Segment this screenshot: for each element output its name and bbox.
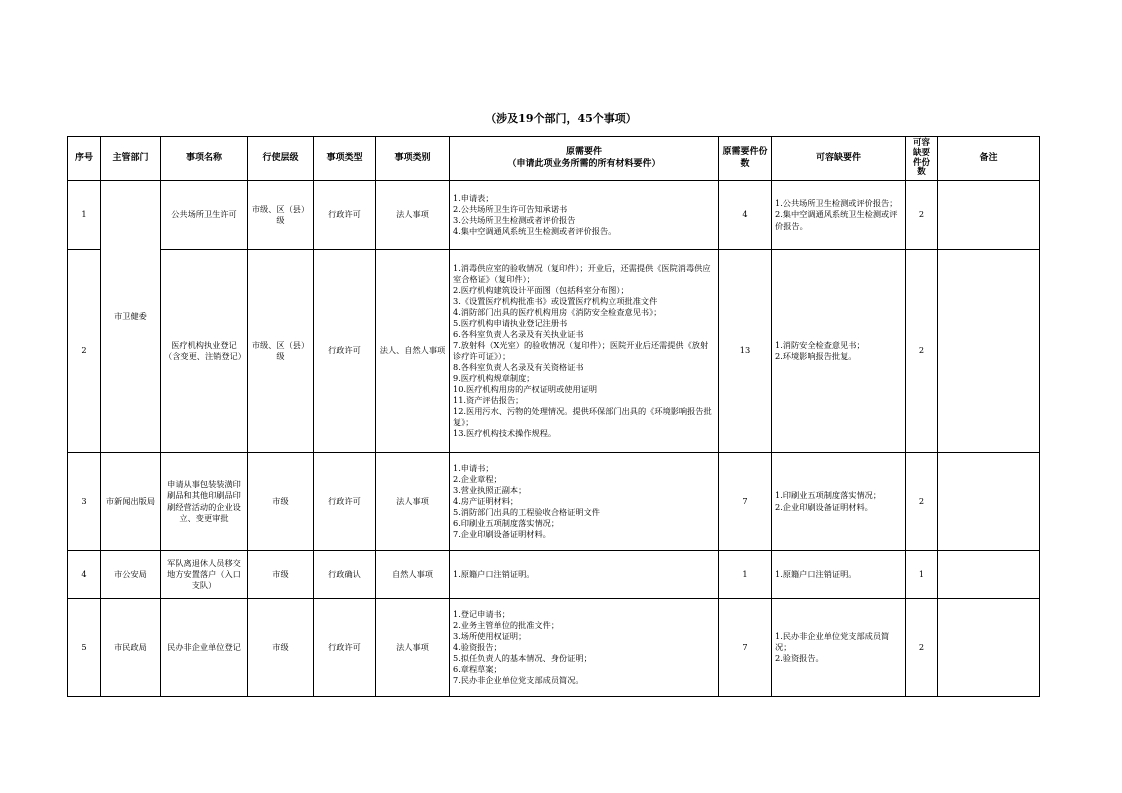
cell-category: 自然人事项: [376, 551, 450, 599]
cell-level: 市级: [248, 599, 314, 697]
list-item: 1.登记申请书；: [453, 608, 510, 619]
list-item: 2.环境影响报告批复。: [775, 351, 857, 361]
cell-missing-list: [775, 631, 902, 664]
header-req-line2: （申请此项业务所需的所有材料要件）: [507, 158, 661, 169]
cell-dept: 市民政局: [101, 599, 161, 697]
table-row: [68, 453, 1040, 551]
header-note: 备注: [938, 137, 1040, 181]
list-item: 1.消防安全检查意见书；: [775, 339, 865, 350]
cell-category: 法人事项: [376, 453, 450, 551]
list-item: 6.各科室负责人名录及有关执业证书: [453, 328, 584, 339]
list-item: 2.集中空调通风系统卫生检测或评价报告。: [775, 209, 898, 231]
cell-type: 行政许可: [314, 181, 376, 250]
header-requirements: [450, 137, 719, 181]
cell-missing-count: 2: [906, 250, 938, 453]
header-dept: 主管部门: [101, 137, 161, 181]
header-name: 事项名称: [161, 137, 248, 181]
list-item: 1.消毒供应室的验收情况（复印件）；开业后，还需提供《医院消毒供应室合格证》（复印件）；: [453, 262, 711, 284]
cell-name: 军队离退休人员移交地方安置落户（入口支队）: [161, 551, 248, 599]
cell-type: 行政许可: [314, 453, 376, 551]
header-missing-count: 可容缺要件份数: [906, 137, 938, 181]
list-item: 11.资产评估报告；: [453, 395, 524, 406]
list-item: 3.营业执照正副本；: [453, 484, 527, 495]
list-item: 4.房产证明材料；: [453, 495, 519, 506]
list-item: 7.企业印刷设备证明材料。: [453, 529, 551, 540]
table-row: [68, 599, 1040, 697]
cell-missing: [772, 250, 906, 453]
list-item: 6.章程草案；: [453, 664, 502, 675]
cell-requirements: [450, 551, 719, 599]
list-item: 12.医用污水、污物的处理情况。提供环保部门出具的《环境影响报告批复》；: [453, 406, 712, 428]
list-item: 4.集中空调通风系统卫生检测或者评价报告。: [453, 226, 617, 237]
list-item: 6.印刷业五项制度落实情况；: [453, 518, 560, 529]
list-item: 3.公共场所卫生检测或者评价报告: [453, 215, 576, 225]
header-row: [68, 137, 1040, 181]
cell-name: 申请从事包装装潢印刷品和其他印刷品印刷经营活动的企业设立、变更审批: [161, 453, 248, 551]
cell-missing: [772, 181, 906, 250]
cell-note: [938, 599, 1040, 697]
cell-count: 13: [719, 250, 772, 453]
cell-note: [938, 551, 1040, 599]
list-item: 4.验资报告；: [453, 641, 502, 652]
cell-level: 市级: [248, 551, 314, 599]
list-item: 2.医疗机构建筑设计平面图（包括科室分布图）；: [453, 284, 629, 295]
list-item: 3.场所使用权证明；: [453, 630, 527, 641]
list-item: 8.各科室负责人名录及有关资格证书: [453, 362, 584, 373]
cell-missing-count: 1: [906, 551, 938, 599]
list-item: 2.业务主管单位的批准文件；: [453, 619, 560, 630]
cell-type: 行政许可: [314, 599, 376, 697]
list-item: 5.消防部门出具的工程验收合格证明文件: [453, 507, 600, 518]
cell-category: 法人事项: [376, 181, 450, 250]
list-item: 1.申请书；: [453, 462, 494, 473]
cell-requirements: [450, 599, 719, 697]
cell-note: [938, 181, 1040, 250]
list-item: 7.民办非企业单位党支部成员简况。: [453, 675, 584, 686]
cell-dept-merged: 市卫健委: [101, 181, 161, 453]
header-level: 行使层级: [248, 137, 314, 181]
cell-name: 医疗机构执业登记（含变更、注销登记）: [161, 250, 248, 453]
header-missing: 可容缺要件: [772, 137, 906, 181]
header-req-line1: 原需要件: [565, 147, 602, 158]
cell-requirements: [450, 453, 719, 551]
cell-note: [938, 453, 1040, 551]
cell-requirements-list: [453, 463, 715, 540]
list-item: 2.公共场所卫生许可告知承诺书: [453, 203, 568, 214]
cell-missing-list: [775, 490, 902, 512]
table-row: [68, 551, 1040, 599]
cell-count: 7: [719, 453, 772, 551]
cell-dept: 市新闻出版局: [101, 453, 161, 551]
cell-seq: 4: [68, 551, 101, 599]
list-item: 1.申请表；: [453, 192, 494, 203]
cell-name: 民办非企业单位登记: [161, 599, 248, 697]
cell-missing-list: [775, 340, 902, 362]
cell-level: 市级、区（县）级: [248, 250, 314, 453]
cell-requirements-list: [453, 569, 715, 580]
list-item: 10.医疗机构用房的产权证明或使用证明: [453, 384, 598, 395]
list-item: 1.原籍户口注销证明。: [453, 568, 535, 579]
cell-level: 市级: [248, 453, 314, 551]
cell-missing-count: 2: [906, 599, 938, 697]
cell-type: 行政许可: [314, 250, 376, 453]
list-item: 1.民办非企业单位党支部成员简况；: [775, 630, 890, 652]
cell-seq: 1: [68, 181, 101, 250]
cell-category: 法人、自然人事项: [376, 250, 450, 453]
cell-seq: 3: [68, 453, 101, 551]
matters-table: [67, 136, 1040, 697]
cell-count: 1: [719, 551, 772, 599]
cell-missing-list: [775, 569, 902, 580]
cell-level: 市级、区（县）级: [248, 181, 314, 250]
table-row: [68, 250, 1040, 453]
list-item: 1.印刷业五项制度落实情况；: [775, 490, 882, 501]
cell-missing-count: 2: [906, 181, 938, 250]
cell-note: [938, 250, 1040, 453]
list-item: 2.企业印刷设备证明材料。: [775, 501, 873, 512]
cell-count: 4: [719, 181, 772, 250]
list-item: 2.验资报告。: [775, 653, 824, 664]
header-type: 事项类型: [314, 137, 376, 181]
header-seq: 序号: [68, 137, 101, 181]
cell-count: 7: [719, 599, 772, 697]
list-item: 5.拟任负责人的基本情况、身份证明；: [453, 653, 592, 664]
cell-name: 公共场所卫生许可: [161, 181, 248, 250]
cell-seq: 2: [68, 250, 101, 453]
cell-requirements-list: [453, 263, 715, 440]
page-subtitle: （涉及19个部门，45个事项）: [485, 112, 637, 125]
list-item: 7.放射科（X光室）的验收情况（复印件）；医院开业后还需提供《放射诊疗许可证》）；: [453, 339, 709, 361]
cell-missing: [772, 551, 906, 599]
list-item: 5.医疗机构申请执业登记注册书: [453, 317, 568, 328]
cell-missing-list: [775, 198, 902, 231]
list-item: 1.公共场所卫生检测或评价报告；: [775, 198, 898, 209]
cell-category: 法人事项: [376, 599, 450, 697]
list-item: 9.医疗机构规章制度；: [453, 373, 535, 384]
table-row: [68, 181, 1040, 250]
list-item: 1.原籍户口注销证明。: [775, 568, 857, 579]
list-item: 2.企业章程；: [453, 473, 502, 484]
cell-missing-count: 2: [906, 453, 938, 551]
list-item: 4.消防部门出具的医疗机构用房《消防安全检查意见书》；: [453, 306, 662, 317]
header-category: 事项类别: [376, 137, 450, 181]
cell-requirements-list: [453, 609, 715, 686]
cell-dept: 市公安局: [101, 551, 161, 599]
cell-seq: 5: [68, 599, 101, 697]
list-item: 3.《设置医疗机构批准书》或设置医疗机构立项批准文件: [453, 295, 658, 306]
header-count: 原需要件份数: [719, 137, 772, 181]
list-item: 13.医疗机构技术操作规程。: [453, 428, 557, 439]
cell-missing: [772, 453, 906, 551]
cell-requirements-list: [453, 193, 715, 237]
cell-missing: [772, 599, 906, 697]
cell-type: 行政确认: [314, 551, 376, 599]
cell-requirements: [450, 250, 719, 453]
cell-requirements: [450, 181, 719, 250]
